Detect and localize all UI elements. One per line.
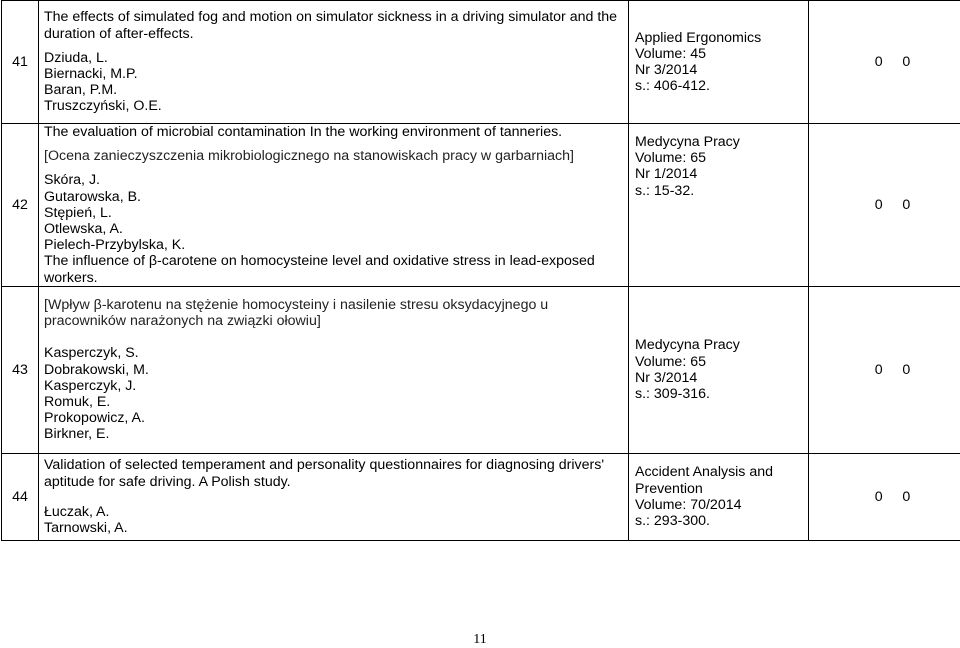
author: Truszczyński, O.E. — [44, 98, 624, 114]
author: Baran, P.M. — [44, 82, 624, 98]
author: Łuczak, A. — [44, 504, 624, 520]
journal-issue: Nr 3/2014 — [635, 62, 808, 78]
author: Dziuda, L. — [44, 50, 624, 66]
author: Otlewska, A. — [44, 221, 624, 237]
author: Prokopowicz, A. — [44, 410, 624, 426]
page-number: 11 — [0, 632, 960, 648]
author: Gutarowska, B. — [44, 189, 624, 205]
journal-name: Applied Ergonomics — [635, 30, 808, 46]
journal-pages: s.: 406-412. — [635, 78, 808, 94]
publication-cell — [39, 1, 629, 124]
journal-cell — [629, 286, 809, 453]
journal-issue: Nr 3/2014 — [635, 370, 808, 386]
journal-name: Medycyna Pracy — [635, 337, 808, 353]
author: Pielech-Przybylska, K. — [44, 237, 624, 253]
row-number: 42 — [2, 124, 39, 287]
publication-title-polish: [Ocena zanieczyszczenia mikrobiologicznego na stanowiskach pracy w garbarniach] — [44, 148, 624, 164]
publication-title: The effects of simulated fog and motion on simulator sickness in a driving simulator and the duration of after-effects. — [44, 9, 624, 41]
author: Birkner, E. — [44, 426, 624, 442]
journal-volume: Volume: 45 — [635, 46, 808, 62]
publication-title: Validation of selected temperament and personality questionnaires for diagnosing drivers' aptitude for safe driving. A Polish study. — [44, 457, 624, 489]
journal-pages: s.: 15-32. — [635, 183, 808, 199]
publication-cell — [39, 286, 629, 453]
author: Romuk, E. — [44, 394, 624, 410]
author: Kasperczyk, S. — [44, 345, 624, 361]
points-cell: 0 0 — [809, 124, 960, 287]
journal-volume: Volume: 70/2014 — [635, 497, 808, 513]
author: Kasperczyk, J. — [44, 378, 624, 394]
journal-volume: Volume: 65 — [635, 150, 808, 166]
journal-cell — [629, 453, 809, 540]
journal-pages: s.: 293-300. — [635, 513, 808, 529]
publication-title-next: The influence of β-carotene on homocysteine level and oxidative stress in lead-exposed workers. — [44, 253, 624, 285]
points-cell: 0 0 — [809, 1, 960, 124]
author: Skóra, J. — [44, 172, 624, 188]
journal-cell — [629, 124, 809, 287]
publication-title: The evaluation of microbial contamination In the working environment of tanneries. — [44, 124, 624, 140]
author: Dobrakowski, M. — [44, 362, 624, 378]
table-row — [2, 453, 960, 540]
publications-table — [1, 0, 960, 541]
journal-pages: s.: 309-316. — [635, 386, 808, 402]
author: Stępień, L. — [44, 205, 624, 221]
journal-volume: Volume: 65 — [635, 354, 808, 370]
table-row — [2, 124, 960, 287]
points-cell: 0 0 — [809, 286, 960, 453]
journal-cell — [629, 1, 809, 124]
author: Biernacki, M.P. — [44, 66, 624, 82]
author: Tarnowski, A. — [44, 520, 624, 536]
journal-issue: Nr 1/2014 — [635, 166, 808, 182]
publication-title-polish: [Wpływ β-karotenu na stężenie homocysteiny i nasilenie stresu oksydacyjnego u pracowników narażonych na związki ołowiu] — [44, 297, 624, 329]
row-number: 43 — [2, 286, 39, 453]
table-row — [2, 1, 960, 124]
publication-cell — [39, 453, 629, 540]
row-number: 44 — [2, 453, 39, 540]
journal-name: Accident Analysis and Prevention — [635, 464, 808, 496]
points-cell: 0 0 — [809, 453, 960, 540]
journal-name: Medycyna Pracy — [635, 134, 808, 150]
publication-cell — [39, 124, 629, 287]
row-number: 41 — [2, 1, 39, 124]
table-row — [2, 286, 960, 453]
